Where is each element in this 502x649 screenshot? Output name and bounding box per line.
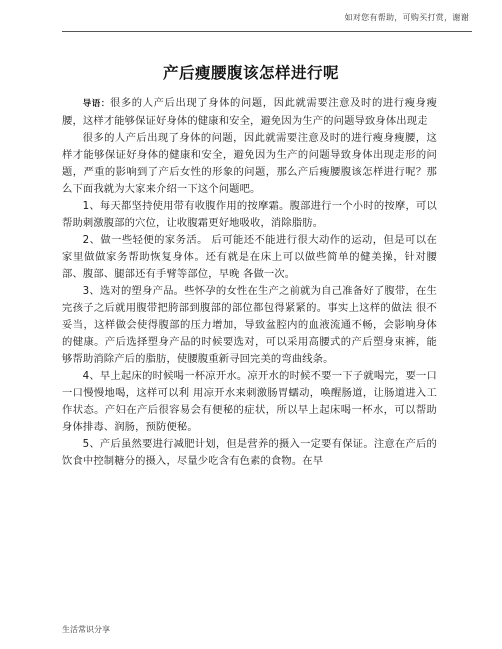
- body-paragraph-1: 1、每天都坚持使用带有收腹作用的按摩霜。腹部进行一个小时的按摩，可以帮助刺激腹部的穴位，让收腹霜更好地吸收，消除脂肪。: [62, 200, 437, 229]
- document-body: [62, 95, 437, 470]
- lead-paragraph: [62, 95, 437, 130]
- header-divider: [62, 31, 472, 32]
- footer-note: 生活常识分享: [62, 625, 110, 634]
- body-paragraph-5: 5、产后虽然要进行减肥计划，但是营养的摄入一定要有保证。注意在产后的饮食中控制糖分的摄入，尽量少吃含有色素的食物。在早: [62, 438, 437, 467]
- header-note: 如对您有帮助，可购买打赏，谢谢: [344, 13, 469, 22]
- lead-text: 很多的人产后出现了身体的问题，因此就需要注意及时的进行瘦身瘦腰，这样才能够保证好身体的健康和安全，避免因为生产的问题导致身体出现走: [62, 97, 438, 127]
- body-paragraph-4: 4、早上起床的时候喝一杯凉开水。凉开水的时候不要一下子就喝完，要一口一口慢慢地喝，这样可以利 用凉开水来刺激肠胃蠕动，唤醒肠道，让肠道进入工作状态。产妇在产后很容易会有便秘的症状，所以早上起床喝一杯水，可以帮助身体排毒、润肠，预防便秘。: [62, 370, 437, 433]
- document-title: 产后瘦腰腹该怎样进行呢: [162, 64, 339, 82]
- body-paragraph-2: 2、做一些轻便的家务活。 后可能还不能进行很大动作的运动，但是可以在家里做做家务帮助恢复身体。还有就是在床上可以做些简单的健美操，针对腰部、腹部、腿部还有手臂等部位，早晚 各做一次。: [62, 234, 437, 280]
- body-paragraph-3: 3、选对的塑身产品。些怀孕的女性在生产之前就为自己准备好了腹带，在生完孩子之后就用腹带把胯部到腹部的部位都包得紧紧的。事实上这样的做法 很不妥当，这样做会使得腹部的压力增加，导致盆腔内的血液流通不畅，会影响身体的健康。产后选择塑身产品的时候要选对，可以采用高腰式的产后塑身束裤，能 够帮助消除产后的脂肪，使腰腹重新寻回完美的弯曲线条。: [62, 285, 437, 365]
- body-paragraph-intro: 很多的人产后出现了身体的问题，因此就需要注意及时的进行瘦身瘦腰，这样才能够保证好身体的健康和安全，避免因为生产的问题导致身体出现走形的问题，严重的影响到了产后女性的形象的问题，那么产后瘦腰腹该怎样进行呢？那么下面我就为大家来介绍一下这个问题吧。: [62, 132, 437, 195]
- lead-label: 导语：: [82, 99, 110, 109]
